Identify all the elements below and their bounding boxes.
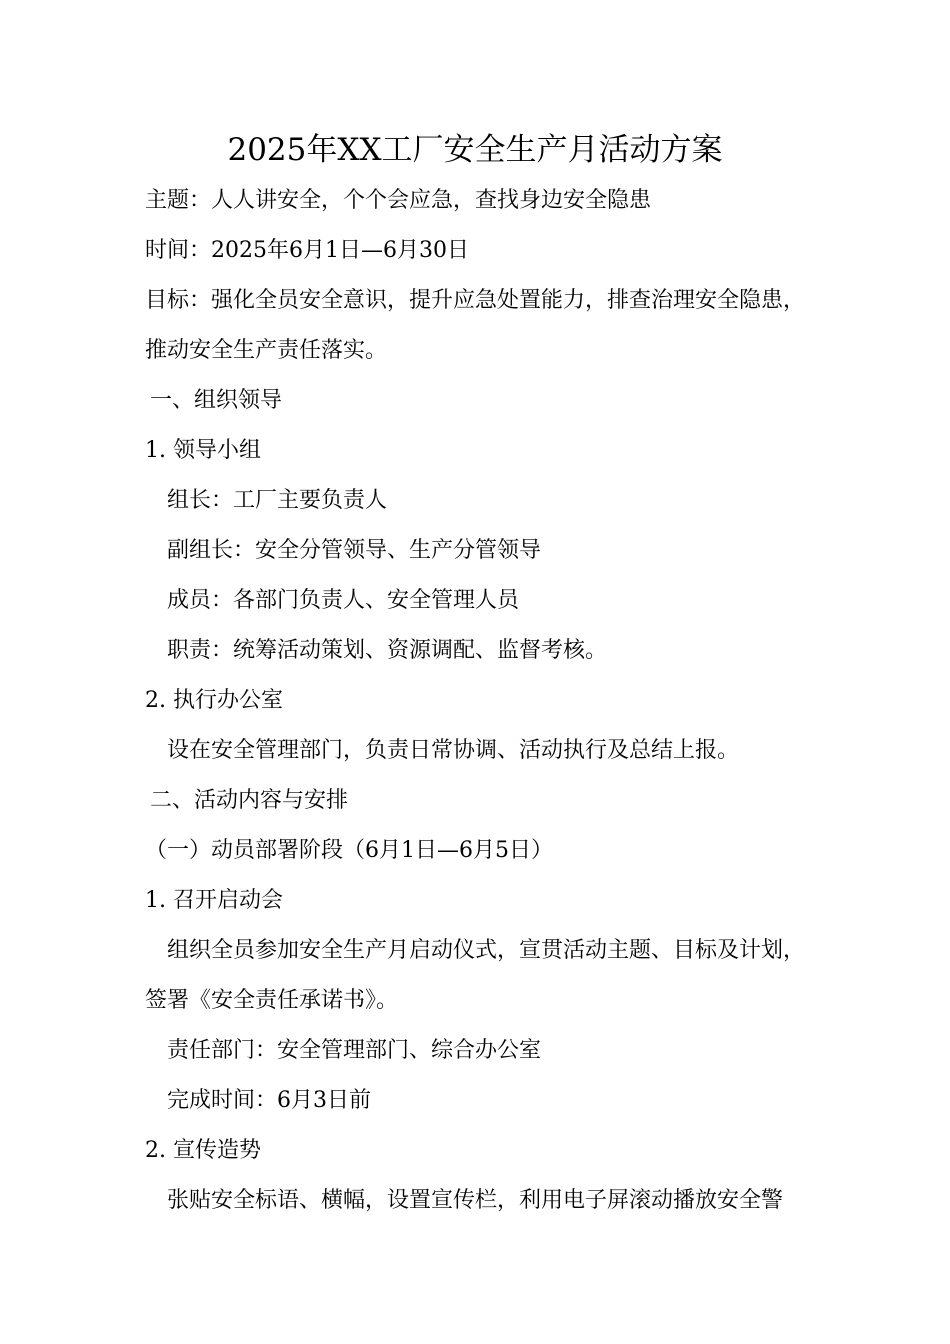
time-line: 时间：2025年6月1日—6月30日 xyxy=(145,238,469,263)
section-heading-organization: 一、组织领导 xyxy=(150,388,283,413)
kickoff-description-continued: 签署《安全责任承诺书》。 xyxy=(145,988,399,1013)
goal-line: 目标：强化全员安全意识，提升应急处置能力，排查治理安全隐患， xyxy=(145,288,806,313)
phase-heading-mobilization: （一）动员部署阶段（6月1日—6月5日） xyxy=(145,838,553,863)
leader-line: 组长：工厂主要负责人 xyxy=(167,488,388,513)
theme-line: 主题：人人讲安全，个个会应急，查找身边安全隐患 xyxy=(145,188,652,213)
item-publicity: 2. 宣传造势 xyxy=(145,1138,261,1163)
publicity-description: 张贴安全标语、横幅，设置宣传栏，利用电子屏滚动播放安全警 xyxy=(167,1188,784,1213)
duties-line: 职责：统筹活动策划、资源调配、监督考核。 xyxy=(167,638,608,663)
completion-time-line: 完成时间：6月3日前 xyxy=(167,1088,371,1113)
goal-line-continued: 推动安全生产责任落实。 xyxy=(145,338,388,363)
subsection-executive-office: 2. 执行办公室 xyxy=(145,688,283,713)
item-kickoff-meeting: 1. 召开启动会 xyxy=(145,888,283,913)
document-title: 2025年XX工厂安全生产月活动方案 xyxy=(227,132,723,168)
deputy-leader-line: 副组长：安全分管领导、生产分管领导 xyxy=(167,538,542,563)
responsible-department-line: 责任部门：安全管理部门、综合办公室 xyxy=(167,1038,542,1063)
subsection-leadership-group: 1. 领导小组 xyxy=(145,438,261,463)
kickoff-description: 组织全员参加安全生产月启动仪式，宣贯活动主题、目标及计划， xyxy=(167,938,806,963)
executive-office-description: 设在安全管理部门，负责日常协调、活动执行及总结上报。 xyxy=(167,738,740,763)
section-heading-activities: 二、活动内容与安排 xyxy=(150,788,349,813)
members-line: 成员：各部门负责人、安全管理人员 xyxy=(167,588,520,613)
